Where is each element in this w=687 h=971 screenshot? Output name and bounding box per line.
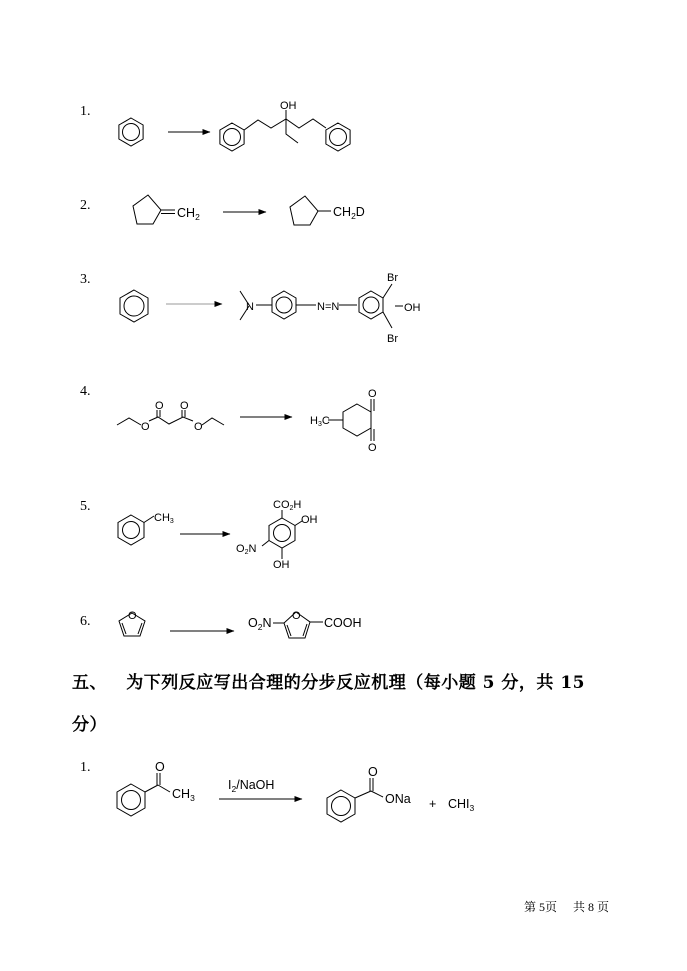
p2-ch2-label: $CH_2$ [177, 206, 200, 222]
section-5-heading-line2: 分） [72, 715, 107, 735]
problem-number-6: 6. [80, 614, 91, 629]
s5p1-reactant-o-label: O [155, 760, 165, 774]
p2-methylenecyclopentane [133, 195, 175, 224]
section5-problem-number-1: 1. [80, 760, 91, 775]
s5p1-acetophenone [117, 773, 170, 816]
section-5-heading-line1: 五、 为下列反应写出合理的分步反应机理（每小题 5 分，共 15 [72, 673, 585, 693]
problem-number-3: 3. [80, 272, 91, 287]
s5p1-sodium-benzoate [327, 778, 383, 822]
p5-product-nitro-dihydroxybenzoic-acid [262, 510, 302, 559]
p2-ch2d-label: $CH_2D$ [333, 205, 365, 221]
s5p1-ona-label: ONa [385, 792, 411, 806]
s5p1-plus-label: + [429, 797, 437, 811]
p4-o1-label: O [141, 421, 150, 433]
p6-reactant-o-label: O [128, 610, 137, 622]
p5-oh-right-label: OH [301, 514, 318, 526]
p4-o3-label: O [180, 400, 189, 412]
page-total: 共 8 页 [573, 900, 610, 914]
p4-o-bottom-label: O [368, 442, 377, 454]
p4-product-methylcyclohexanedione [328, 399, 374, 441]
p5-toluene [118, 515, 154, 545]
p3-amine-n-label: N [246, 301, 254, 313]
s5p1-product-o-label: O [368, 765, 378, 779]
p4-o4-label: O [194, 421, 203, 433]
s5p1-chi3-label: $CHI_3$ [448, 797, 475, 813]
p5-ch3-label: CH3 [154, 512, 174, 525]
p1-oh-label: OH [280, 100, 297, 112]
p5-co2h-label: CO2H [273, 499, 302, 512]
p1-product-alcohol [220, 110, 350, 151]
problem-number-2: 2. [80, 198, 91, 213]
p4-h3c-label: H3C [310, 415, 330, 428]
p5-oh-bottom-label: OH [273, 559, 290, 571]
p5-o2n-label: O2N [236, 543, 257, 556]
p3-br-top-label: Br [387, 272, 398, 284]
p6-cooh-label: COOH [324, 616, 362, 630]
p6-product-o-label: O [292, 610, 301, 622]
p6-o2n-label: $O_2N$ [248, 616, 272, 632]
p3-oh-label: OH [404, 302, 421, 314]
p1-benzene-reactant [119, 118, 143, 146]
p2-product-cyclopentylmethyl-d [290, 196, 331, 225]
p4-diethyl-malonate [117, 410, 224, 425]
problem-number-5: 5. [80, 499, 91, 514]
page-number: 第 5页 [524, 900, 558, 914]
problem-number-1: 1. [80, 104, 91, 119]
p4-o2-label: O [155, 400, 164, 412]
s5p1-reagent-label: $I_2$/NaOH [228, 778, 275, 794]
p3-azo-label: N=N [317, 301, 340, 313]
p3-br-bottom-label: Br [387, 333, 398, 345]
p4-o-top-label: O [368, 388, 377, 400]
p3-benzene-reactant [120, 290, 148, 322]
s5p1-ch3-label: $CH_3$ [172, 787, 195, 803]
problem-number-4: 4. [80, 384, 91, 399]
